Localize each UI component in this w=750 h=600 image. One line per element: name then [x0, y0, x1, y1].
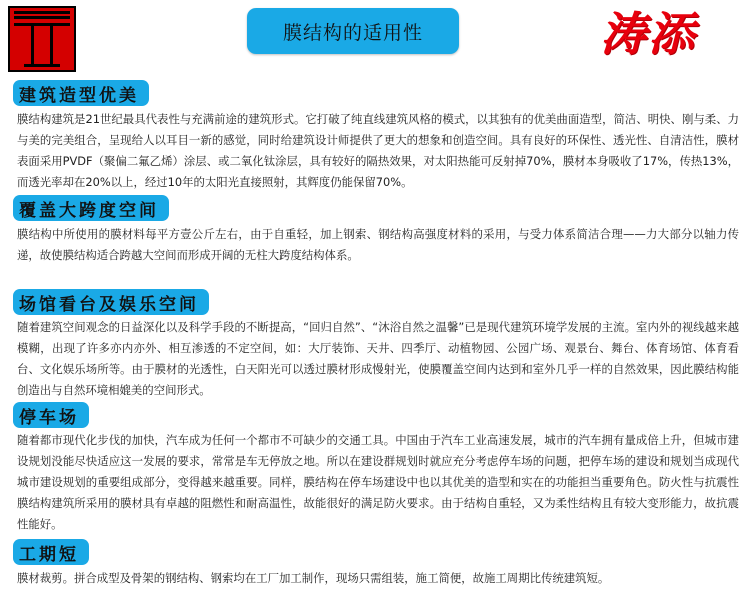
section-heading-text: 覆盖大跨度空间 — [19, 200, 159, 221]
section-heading-parking — [13, 402, 89, 428]
section-heading-short-schedule — [13, 539, 89, 565]
page-title: 膜结构的适用性 — [282, 21, 423, 44]
section-heading-venues — [13, 289, 209, 315]
section-body-venues: 随着建筑空间观念的日益深化以及科学手段的不断提高，“回归自然”、“沐浴自然之温馨”已是现代建筑环境学发展的主流。室内外的视线越来越模糊，出现了许多亦内亦外、相互渗透的不定空间，如：大厅装饰、天井、四季厅、动植物园、公园广场、观景台、舞台、体育场馆、体育看台、文化娱乐场所等。由于膜材的光透性，白天阳光可以透过膜材形成慢射光，使膜覆盖空间内达到和室外几乎一样的自然效果，因此膜结构能创造出与自然环境相媲美的空间形式。 — [17, 320, 739, 397]
section-heading-building-shape — [13, 80, 149, 106]
section-body-parking: 随着都市现代化步伐的加快，汽车成为任何一个都市不可缺少的交通工具。中国由于汽车工业高速发展，城市的汽车拥有量成倍上升，但城市建设规划没能尽快适应这一发展的要求，常常是车无停放之地。所以在建设群规划时就应充分考虑停车场的问题，把停车场的建设和规划当成现代城市建设规划的重要组成部分，变得越来越重要。同样，膜结构在停车场建设中也以其优美的造型和实在的功能担当重要角色。防火性与抗震性膜结构建筑所采用的膜材具有卓越的阻燃性和耐高温性，故能很好的满足防火要求。由于结构自重轻，又为柔性结构且有较大变形能力，故抗震性能好。 — [17, 433, 739, 531]
section-body-large-span: 膜结构中所使用的膜材料每平方壹公斤左右，由于自重轻，加上钢索、钢结构高强度材料的采用，与受力体系简洁合理——力大部分以轴力传递，故使膜结构适合跨越大空间而形成开阔的无柱大跨度结构体系。 — [17, 227, 739, 262]
section-heading-large-span — [13, 195, 169, 221]
brand-logo-text: 涛添 — [600, 7, 696, 61]
section-heading-text: 场馆看台及娱乐空间 — [19, 294, 199, 315]
section-heading-text: 停车场 — [19, 407, 79, 428]
section-heading-text: 工期短 — [19, 544, 79, 565]
section-heading-text: 建筑造型优美 — [19, 85, 139, 106]
section-body-short-schedule: 膜材裁剪。拼合成型及骨架的钢结构、钢索均在工厂加工制作，现场只需组装，施工简便，故施工周期比传统建筑短。 — [17, 571, 610, 585]
page-title-box — [247, 8, 459, 54]
section-body-building-shape: 膜结构建筑是21世纪最具代表性与充满前途的建筑形式。它打破了纯直线建筑风格的模式，以其独有的优美曲面造型，简洁、明快、刚与柔、力与美的完美组合，呈现给人以耳目一新的感觉，同时给建筑设计师提供了更大的想象和创造空间。具有良好的环保性、透光性、自清洁性，膜材表面采用PVDF（聚偏二氟乙烯）涂层、或二氧化钛涂层，具有较好的隔热效果，对太阳热能可反射掉70%，膜材本身吸收了17%，传热13%，而透光率却在20%以上，经过10年的太阳光直接照射，其辉度仍能保留70%。 — [17, 112, 739, 189]
red-T-logo-icon — [8, 6, 76, 72]
